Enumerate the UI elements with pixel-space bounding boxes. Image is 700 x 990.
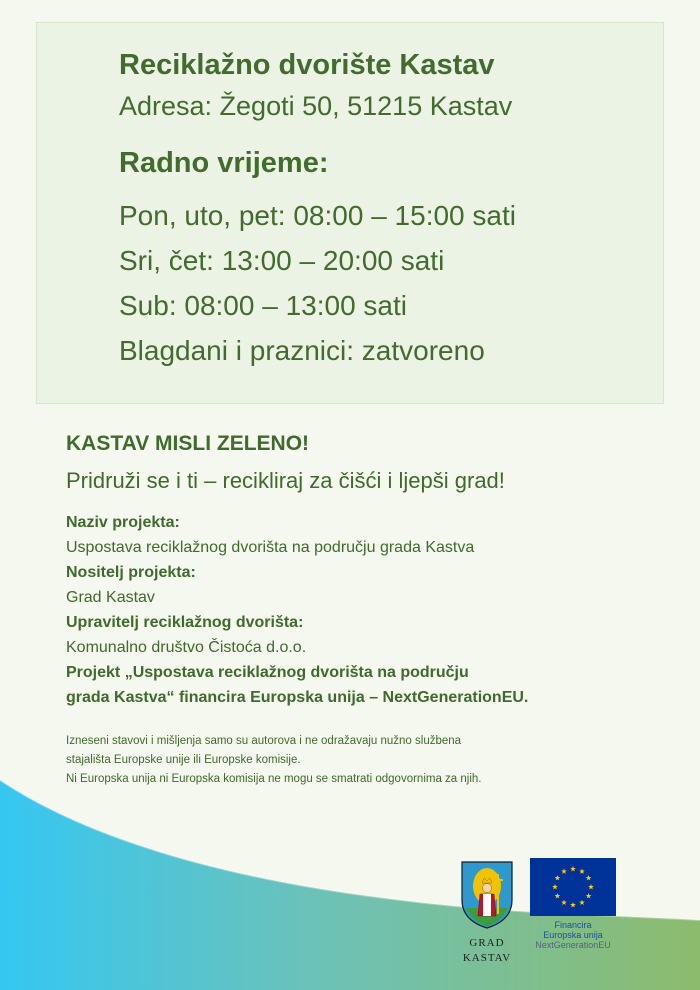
disclaimer-line: Izneseni stavovi i mišljenja samo su autorova i ne odražavaju nužno službena: [66, 735, 462, 747]
project-manager-label: Upravitelj reciklažnog dvorišta:: [66, 614, 304, 631]
grad-kastav-logo: [458, 858, 516, 965]
disclaimer-line: stajališta Europske unije ili Europske komisije.: [66, 754, 301, 766]
eu-funding-logo: [530, 858, 616, 950]
funding-statement-line-2: grada Kastva“ financira Europska unija – NextGenerationEU.: [66, 689, 529, 706]
eu-caption-line-1: Financira: [554, 920, 592, 930]
crest-caption-line-1: GRAD: [469, 937, 505, 949]
project-name-value: Uspostava reciklažnog dvorišta na području grada Kastva: [66, 539, 475, 556]
funding-statement-line-1: Projekt „Uspostava reciklažnog dvorišta na području: [66, 664, 469, 681]
project-manager-value: Komunalno društvo Čistoća d.o.o.: [66, 639, 307, 656]
project-holder-label: Nositelj projekta:: [66, 564, 196, 581]
project-section: [66, 430, 670, 789]
disclaimer: [66, 732, 670, 789]
crest-caption-line-2: KASTAV: [462, 952, 512, 964]
eu-flag-icon: [530, 858, 616, 916]
hours-item: Pon, uto, pet: 08:00 – 15:00 sati: [119, 200, 516, 231]
facility-address: Adresa: Žegoti 50, 51215 Kastav: [119, 91, 513, 121]
disclaimer-line: Ni Europska unija ni Europska komisija ne mogu se smatrati odgovornima za njih.: [66, 773, 482, 785]
hours-list: [119, 193, 653, 373]
facility-title: Reciklažno dvorište Kastav: [119, 49, 495, 81]
subslogan: Pridruži se i ti – recikliraj za čišći i ljepši grad!: [66, 468, 505, 493]
eu-caption-line-2: Europska unija: [543, 930, 603, 940]
eu-caption-line-3: NextGenerationEU: [535, 940, 611, 950]
hours-item: Blagdani i praznici: zatvoreno: [119, 335, 485, 366]
hours-item: Sri, čet: 13:00 – 20:00 sati: [119, 245, 445, 276]
project-holder-value: Grad Kastav: [66, 589, 155, 606]
project-name-label: Naziv projekta:: [66, 514, 180, 531]
hours-item: Sub: 08:00 – 13:00 sati: [119, 290, 407, 321]
kastav-crest-icon: [458, 858, 516, 930]
slogan: KASTAV MISLI ZELENO!: [66, 432, 310, 455]
logos: [458, 858, 616, 965]
info-box: [36, 22, 664, 404]
hours-title: Radno vrijeme:: [119, 147, 329, 179]
project-details: [66, 510, 670, 710]
